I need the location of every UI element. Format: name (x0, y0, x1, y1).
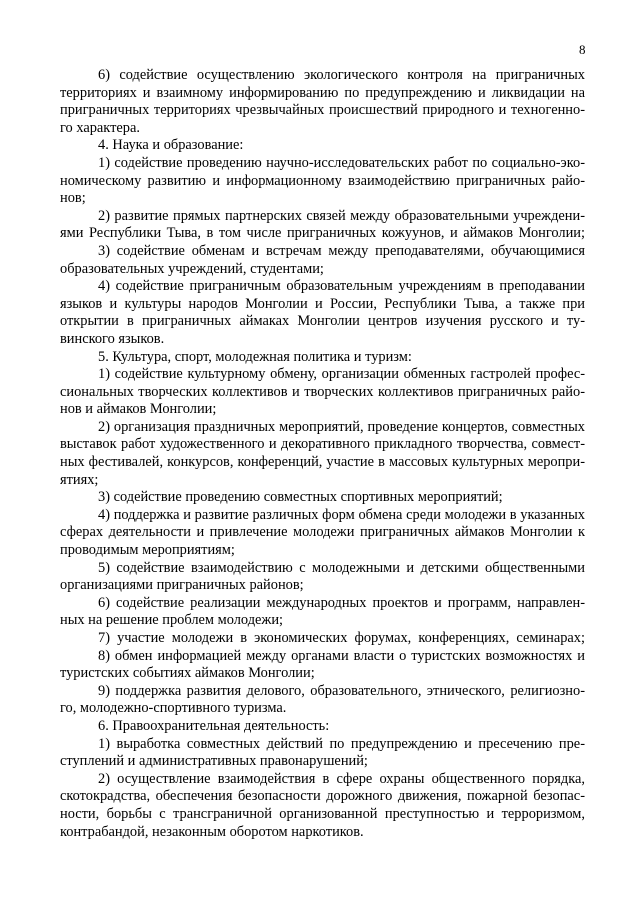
text-line: 4) содействие приграничным образовательным учреждениям в преподавании (98, 278, 585, 295)
text-line: 3) содействие обменам и встречам между преподавателями, обучающимися (98, 242, 585, 259)
text-line: 8) обмен информацией между органами власти о туристских возможностях и (98, 647, 585, 664)
text-line: скотокрадства, обеспечения безопасности дорожного движения, пожарной безопас- (60, 788, 585, 805)
text-line: нов и аймаков Монголии; (60, 401, 217, 418)
text-line: ступлений и административных правонарушений; (60, 753, 368, 770)
text-line: приграничных территориях чрезвычайных происшествий природного и техногенно- (60, 102, 585, 119)
text-line: винского языков. (60, 330, 165, 347)
text-line: образовательных учреждений, студентами; (60, 260, 324, 277)
text-line: 5. Культура, спорт, молодежная политика и туризм: (98, 348, 412, 365)
text-line: 4. Наука и образование: (98, 137, 244, 154)
text-line: го, молодежно-спортивного туризма. (60, 700, 287, 717)
text-line: 2) развитие прямых партнерских связей между образовательными учреждени- (98, 207, 585, 224)
text-line: ных на решение проблем молодежи; (60, 612, 284, 629)
text-line: территориях и взаимному информированию по предупреждению и ликвидации на (60, 84, 585, 101)
text-line: сиональных творческих коллективов и творческих коллективов приграничных райо- (60, 383, 585, 400)
text-line: выставок работ художественного и декоративного прикладного творчества, совмест- (60, 436, 585, 453)
text-line: 2) организация праздничных мероприятий, проведение концертов, совместных (98, 418, 585, 435)
text-line: нов; (60, 190, 86, 207)
text-line: проводимым мероприятиям; (60, 542, 235, 559)
text-line: сферах деятельности и привлечение молодежи приграничных аймаков Монголии к (60, 524, 585, 541)
text-line: контрабандой, незаконным оборотом наркотиков. (60, 823, 364, 840)
text-line: ятиях; (60, 471, 99, 488)
document-body (60, 67, 585, 841)
text-line: 4) поддержка и развитие различных форм обмена среди молодежи в указанных (98, 506, 585, 523)
text-line: 6. Правоохранительная деятельность: (98, 717, 330, 734)
text-line: 5) содействие взаимодействию с молодежными и детскими общественными (98, 559, 585, 576)
text-line: ных фестивалей, конкурсов, конференций, участие в массовых культурных меропри- (60, 454, 585, 471)
text-line: ности, борьбы с трансграничной организованной преступностью и терроризмом, (60, 805, 585, 822)
text-line: ями Республики Тыва, в том числе приграничных кожуунов, и аймаков Монголии; (60, 225, 585, 242)
text-line: открытии в приграничных аймаках Монголии центров изучения русского и ту- (60, 313, 585, 330)
page-number: 8 (579, 42, 586, 57)
text-line: 7) участие молодежи в экономических форумах, конференциях, семинарах; (98, 630, 585, 646)
text-line: го характера. (60, 119, 140, 136)
text-line: организациями приграничных районов; (60, 577, 304, 594)
text-line: 3) содействие проведению совместных спортивных мероприятий; (98, 489, 503, 506)
text-line: 2) осуществление взаимодействия в сфере охраны общественного порядка, (98, 770, 585, 787)
text-line: 6) содействие осуществлению экологического контроля на приграничных (98, 67, 585, 83)
text-line: номическому развитию и информационному взаимодействию приграничных райо- (60, 172, 585, 189)
text-line: 9) поддержка развития делового, образовательного, этнического, религиозно- (98, 682, 585, 699)
text-line: 1) содействие проведению научно-исследовательских работ по социально-эко- (98, 154, 585, 171)
text-line: туристских событиях аймаков Монголии; (60, 665, 315, 682)
text-line: 6) содействие реализации международных проектов и программ, направлен- (98, 594, 585, 611)
text-line: 1) выработка совместных действий по предупреждению и пресечению пре- (98, 735, 585, 752)
text-line: языков и культуры народов Монголии и России, Республики Тыва, а также при (60, 295, 585, 312)
text-line: 1) содействие культурному обмену, организации обменных гастролей профес- (98, 366, 585, 383)
